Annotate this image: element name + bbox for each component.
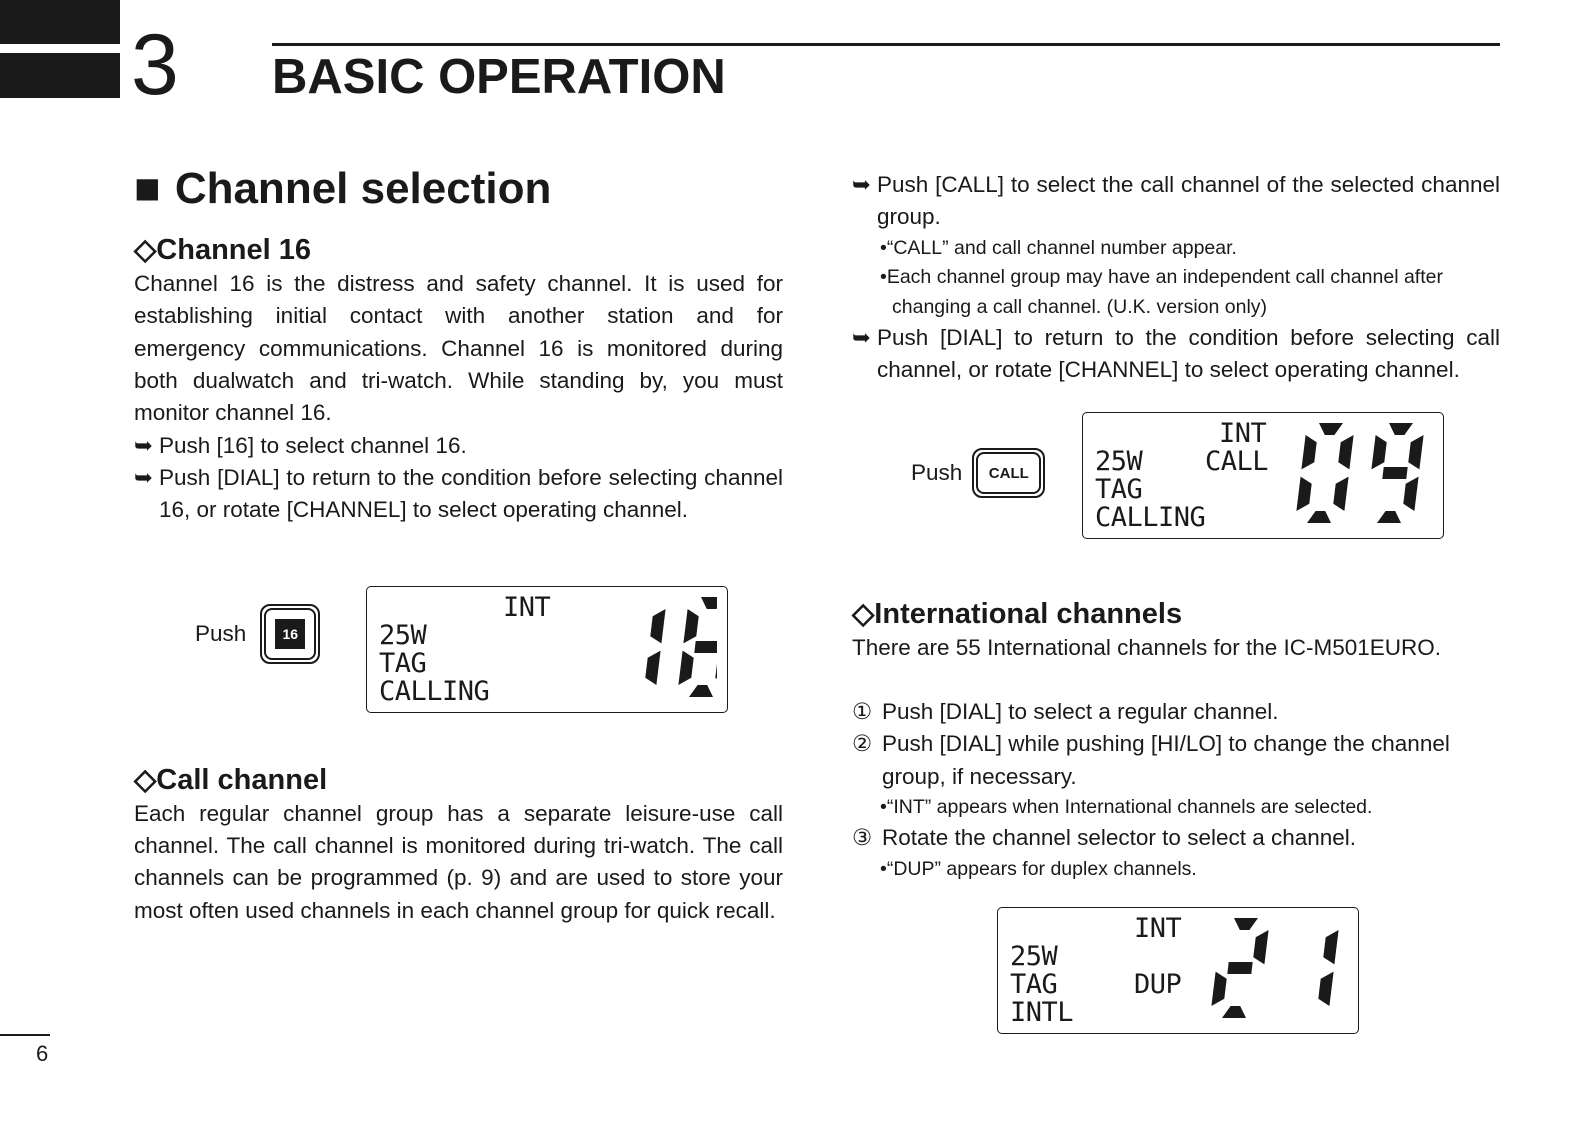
right-column xyxy=(852,169,1500,387)
lcd-int-indicator: INT xyxy=(503,592,551,623)
step-number-3: ③ xyxy=(852,825,873,851)
lcd-segment xyxy=(1371,435,1386,469)
call-key-label: CALL xyxy=(976,452,1041,494)
lcd-segment xyxy=(1403,477,1418,511)
channel16-step: ➥ Push [16] to select channel 16. xyxy=(134,430,783,462)
step-number-1: ① xyxy=(852,699,873,725)
intl-note: •“DUP” appears for duplex channels. xyxy=(880,857,1197,880)
lcd-power: 25W xyxy=(1095,446,1143,477)
page-number: 6 xyxy=(36,1041,49,1066)
channel16-heading: ◇Channel 16 xyxy=(134,234,312,267)
lcd-channel-digits xyxy=(1210,918,1350,1028)
arrow-icon: ➥ xyxy=(134,464,153,490)
lcd-channel-digits xyxy=(1295,423,1435,533)
channel16-step: ➥ Push [DIAL] to return to the condition before selecting channel 16, or rotate [CHANNEL] to select operating channel. xyxy=(134,462,783,527)
lcd-tag: TAG xyxy=(379,648,427,679)
international-section xyxy=(852,597,1500,884)
key-16-button[interactable] xyxy=(260,604,320,664)
lcd-segment xyxy=(1408,435,1423,469)
lcd-int-indicator: INT xyxy=(1134,913,1182,944)
lcd-segment xyxy=(1301,435,1316,469)
chapter-number: 3 xyxy=(131,17,179,113)
lcd-segment xyxy=(689,685,713,697)
page-rule xyxy=(0,1034,50,1036)
chapter-tab-bottom xyxy=(0,53,120,98)
arrow-icon: ➥ xyxy=(852,325,871,351)
call-channel-heading: ◇Call channel xyxy=(134,764,328,796)
lcd-segment xyxy=(650,609,665,643)
lcd-display-intl xyxy=(997,907,1359,1034)
arrow-icon: ➥ xyxy=(134,432,153,458)
channel16-body: Channel 16 is the distress and safety channel. It is used for establishing initial contact with another station and for emergency communications. Channel 16 is monitored during both dualwatch and tri-watch. While standing by, you must monitor channel 16. xyxy=(134,271,783,426)
left-column xyxy=(134,165,783,527)
lcd-display-call xyxy=(1082,412,1444,539)
lcd-segment xyxy=(645,651,660,685)
call-channel-body: Each regular channel group has a separate leisure-use call channel. The call channel is monitored during tri-watch. The call channels can be programmed (p. 9) and are used to store your most often used channels in each channel group for quick recall. xyxy=(134,800,783,923)
chapter-title: BASIC OPERATION xyxy=(272,50,726,104)
lcd-segment xyxy=(1389,423,1413,435)
lcd-segment xyxy=(1307,511,1331,523)
call-key-button[interactable] xyxy=(972,448,1045,498)
lcd-segment xyxy=(1333,477,1348,511)
intl-step: ① Push [DIAL] to select a regular channel. xyxy=(852,696,1500,728)
lcd-segment xyxy=(1382,467,1407,479)
call-step: ➥ Push [CALL] to select the call channel of the selected channel group. xyxy=(852,169,1500,234)
lcd-segment xyxy=(1338,435,1353,469)
lcd-segment xyxy=(694,641,717,653)
arrow-icon: ➥ xyxy=(852,172,871,197)
lcd-power: 25W xyxy=(379,620,427,651)
call-note: •Each channel group may have an independent call channel after changing a call channel. (U.K. version only) xyxy=(880,266,1443,318)
intl-step: ③ Rotate the channel selector to select a channel. xyxy=(852,822,1500,854)
lcd-segment xyxy=(1253,930,1268,964)
lcd-segment xyxy=(715,651,717,685)
lcd-segment xyxy=(1222,1006,1246,1018)
push-label: Push xyxy=(195,621,247,646)
call-step: ➥ Push [DIAL] to return to the condition before selecting call channel, or rotate [CHANNEL] to select operating channel. xyxy=(852,322,1500,387)
lcd-segment xyxy=(1319,423,1343,435)
lcd-power: 25W xyxy=(1010,941,1058,972)
lcd-segment xyxy=(1234,918,1258,930)
lcd-segment xyxy=(1323,930,1338,964)
chapter-tab-top xyxy=(0,0,120,44)
section-title-text: Channel selection xyxy=(174,164,552,213)
international-heading: ◇International channels xyxy=(852,598,1183,630)
lcd-segment xyxy=(1318,972,1333,1006)
lcd-segment xyxy=(1227,962,1252,974)
call-note: •“CALL” and call channel number appear. xyxy=(880,236,1237,259)
lcd-calling: CALLING xyxy=(1095,502,1206,533)
key-16-label: 16 xyxy=(275,619,305,649)
lcd-calling: CALLING xyxy=(379,676,490,707)
section-square-icon: ■ xyxy=(134,164,161,213)
lcd-intl: INTL xyxy=(1010,997,1074,1028)
lcd-int-indicator: INT xyxy=(1219,418,1267,449)
lcd-call-indicator: CALL xyxy=(1205,446,1269,477)
section-title xyxy=(134,165,783,213)
lcd-segment xyxy=(1377,511,1401,523)
intl-note: •“INT” appears when International channels are selected. xyxy=(880,795,1373,818)
lcd-dup-indicator: DUP xyxy=(1134,969,1182,1000)
lcd-tag: TAG xyxy=(1095,474,1143,505)
lcd-segment xyxy=(1296,477,1311,511)
lcd-segment xyxy=(678,651,693,685)
lcd-channel-digits xyxy=(607,597,717,707)
lcd-segment xyxy=(1211,972,1226,1006)
push-16-illustration xyxy=(195,604,320,664)
international-intro: There are 55 International channels for the IC-M501EURO. xyxy=(852,634,1442,660)
lcd-tag: TAG xyxy=(1010,969,1058,1000)
lcd-segment xyxy=(683,609,698,643)
chapter-rule xyxy=(272,43,1500,46)
intl-step: ② Push [DIAL] while pushing [HI/LO] to change the channel group, if necessary. xyxy=(852,728,1500,793)
lcd-display-ch16 xyxy=(366,586,728,713)
step-number-2: ② xyxy=(852,731,873,757)
push-call-illustration xyxy=(911,448,1045,498)
call-channel-section xyxy=(134,763,783,927)
lcd-segment xyxy=(701,597,717,609)
push-label: Push xyxy=(911,460,963,485)
